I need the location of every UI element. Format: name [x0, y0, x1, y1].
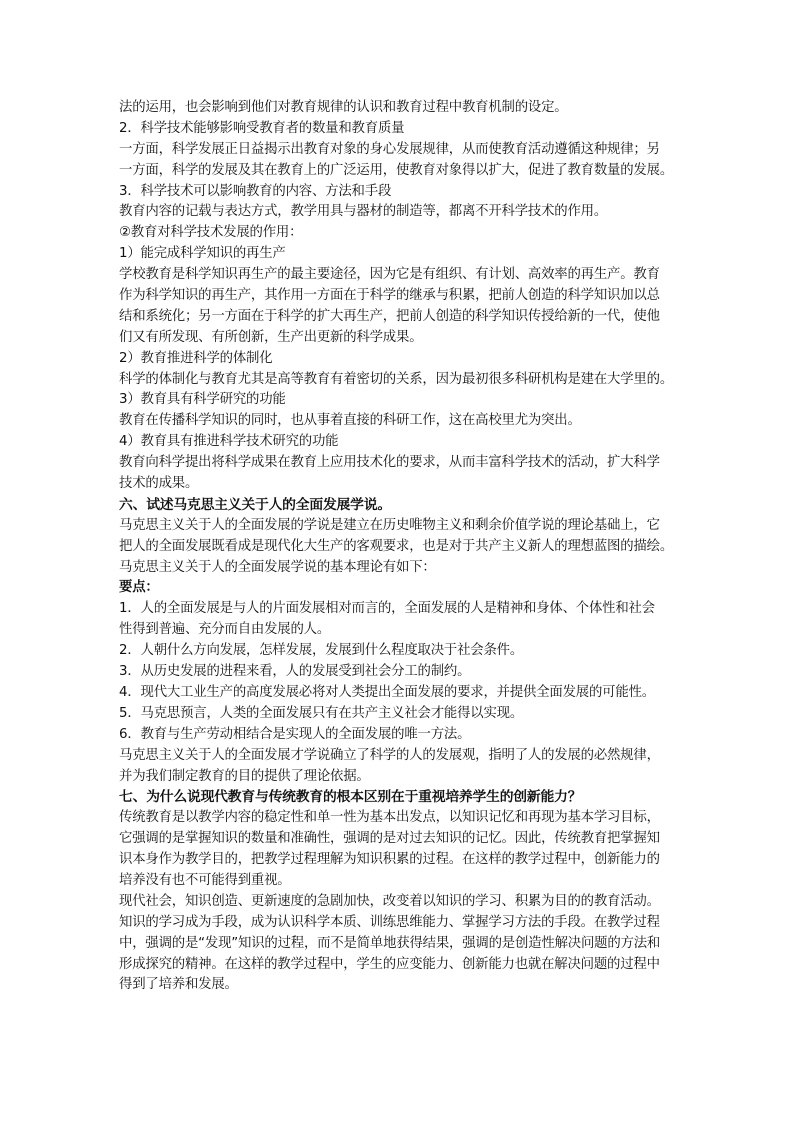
text-line: 识本身作为教学目的，把教学过程理解为知识积累的过程。在这样的教学过程中，创新能力的 [119, 852, 660, 868]
text-line: 马克思主义关于人的全面发展学说的基本理论有如下： [119, 559, 436, 575]
text-line: 4）教育具有推进科学技术研究的功能 [119, 434, 339, 450]
text-line: 知识的学习成为手段，成为认识科学本质、训练思维能力、掌握学习方法的手段。在教学过程 [119, 914, 660, 930]
text-line: 中，强调的是“发现”知识的过程，而不是简单地获得结果，强调的是创造性解决问题的方法和 [119, 935, 661, 951]
text-line: 1．人的全面发展是与人的片面发展相对而言的，全面发展的人是精神和身体、个体性和社会 [119, 601, 655, 617]
text-line: 并为我们制定教育的目的提供了理论依据。 [119, 768, 370, 784]
text-line: 学校教育是科学知识再生产的最主要途径，因为它是有组织、有计划、高效率的再生产。教育 [119, 267, 660, 283]
text-line: 形成探究的精神。在这样的教学过程中，学生的应变能力、创新能力也就在解决问题的过程中 [119, 956, 660, 972]
text-line: 一方面，科学的发展及其在教育上的广泛运用，使教育对象得以扩大，促进了教育数量的发展。 [119, 162, 674, 178]
text-line: 5．马克思预言，人类的全面发展只有在共产主义社会才能得以实现。 [119, 705, 524, 721]
text-line: 培养没有也不可能得到重视。 [119, 872, 291, 888]
text-line: 传统教育是以教学内容的稳定性和单一性为基本出发点，以知识记忆和再现为基本学习目标， [119, 810, 660, 826]
text-line: 3．从历史发展的进程来看，人的发展受到社会分工的制约。 [119, 664, 471, 680]
text-line: 6．教育与生产劳动相结合是实现人的全面发展的唯一方法。 [119, 726, 471, 742]
text-line: 科学的体制化与教育尤其是高等教育有着密切的关系，因为最初很多科研机构是建在大学里的。 [119, 371, 674, 387]
text-line: 马克思主义关于人的全面发展的学说是建立在历史唯物主义和剩余价值学说的理论基础上，它 [119, 517, 660, 533]
text-line: 教育内容的记载与表达方式，教学用具与器材的制造等，都离不开科学技术的作用。 [119, 204, 608, 220]
text-line: 2．人朝什么方向发展，怎样发展，发展到什么程度取决于社会条件。 [119, 643, 524, 659]
text-line: 3．科学技术可以影响教育的内容、方法和手段 [119, 183, 392, 199]
text-line: 性得到普遍、充分而自由发展的人。 [119, 622, 331, 638]
text-line: ②教育对科学技术发展的作用： [119, 225, 303, 241]
text-line: 教育在传播科学知识的同时，也从事着直接的科研工作，这在高校里尤为突出。 [119, 413, 581, 429]
text-line: 3）教育具有科学研究的功能 [119, 392, 286, 408]
text-line: 技术的成果。 [119, 476, 199, 492]
text-line: 把人的全面发展既看成是现代化大生产的客观要求，也是对于共产主义新人的理想蓝图的描绘。 [119, 538, 674, 554]
text-line: 们又有所发现、有所创新，生产出更新的科学成果。 [119, 329, 423, 345]
text-line: 得到了培养和发展。 [119, 977, 238, 993]
text-line: 现代社会，知识创造、更新速度的急剧加快，改变着以知识的学习、积累为目的的教育活动。 [119, 893, 660, 909]
key-points-label: 要点： [119, 580, 159, 596]
text-line: 它强调的是掌握知识的数量和准确性，强调的是对过去知识的记忆。因此，传统教育把掌握知 [119, 831, 660, 847]
text-line: 教育向科学提出将科学成果在教育上应用技术化的要求，从而丰富科学技术的活动，扩大科学 [119, 455, 660, 471]
text-line: 作为科学知识的再生产，其作用一方面在于科学的继承与积累，把前人创造的科学知识加以总 [119, 288, 660, 304]
text-line: 马克思主义关于人的全面发展才学说确立了科学的人的发展观，指明了人的发展的必然规律， [119, 747, 660, 763]
section-heading: 七、为什么说现代教育与传统教育的根本区别在于重视培养学生的创新能力？ [119, 789, 582, 806]
text-line: 法的运用，也会影响到他们对教育规律的认识和教育过程中教育机制的设定。 [119, 100, 568, 115]
text-line: 2）教育推进科学的体制化 [119, 350, 273, 366]
text-line: 结和系统化；另一方面在于科学的扩大再生产，把前人创造的科学知识传授给新的一代，使他 [119, 308, 660, 324]
text-line: 4．现代大工业生产的高度发展必将对人类提出全面发展的要求，并提供全面发展的可能性。 [119, 684, 655, 700]
text-line: 一方面，科学发展正日益揭示出教育对象的身心发展规律，从而使教育活动遵循这种规律；另 [119, 141, 660, 157]
document-body [119, 98, 694, 996]
text-line: 1）能完成科学知识的再生产 [119, 246, 286, 262]
section-heading: 六、试述马克思主义关于人的全面发展学说。 [119, 496, 391, 513]
text-line: 2．科学技术能够影响受教育者的数量和教育质量 [119, 120, 405, 136]
